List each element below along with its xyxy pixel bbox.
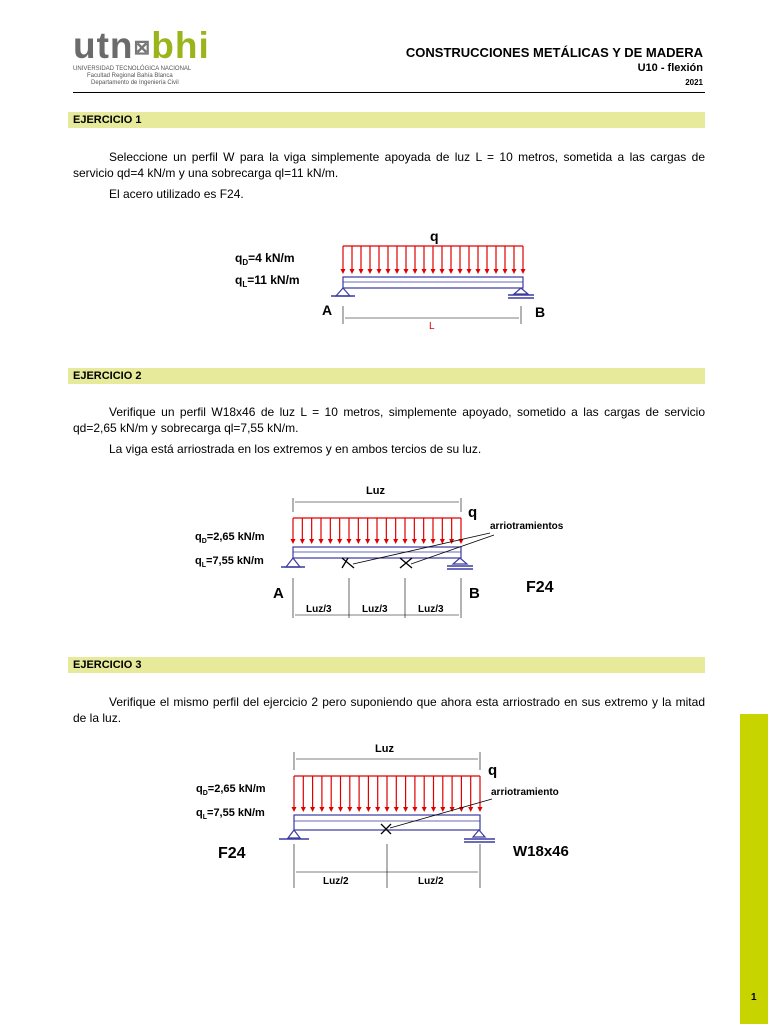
header-divider [73,92,705,93]
load-arrow-head [412,807,417,812]
load-arrow-head [431,807,436,812]
load-arrow-head [494,269,499,274]
brace-point-2 [400,558,412,568]
load-arrow-head [421,539,426,544]
load-arrow-head [403,807,408,812]
load-arrow-head [431,539,436,544]
load-arrow-head [357,807,362,812]
load-arrow-head [384,539,389,544]
load-arrow-head [440,807,445,812]
logo-university: UNIVERSIDAD TECNOLÓGICA NACIONAL [73,66,192,72]
load-arrow-head [292,807,297,812]
load-arrow-head [403,539,408,544]
load-arrow-head [440,269,445,274]
load-arrow-head [347,807,352,812]
load-arrow-head [422,269,427,274]
load-arrows [292,776,483,812]
load-arrow-head [309,539,314,544]
load-arrow-head [458,269,463,274]
load-arrow-head [319,807,324,812]
utn-logo [73,26,233,90]
year: 2021 [685,78,703,87]
beam [343,277,523,288]
live-load-label: $q_L=7,55$ kN/m [196,807,265,821]
load-arrow-head [478,807,483,812]
bracing-label: arriotramiento [491,787,559,798]
span-label: Luz [375,743,394,755]
support-b-label: B [469,585,480,602]
load-arrow-head [375,807,380,812]
exercise-3-statement: Verifique el mismo perfil del ejercicio 2 pero suponiendo que ahora esta arriostrado en sus extremo y la mitad de la luz. [73,695,705,725]
exercise-2-heading: EJERCICIO 2 [68,368,705,384]
load-arrow-head [485,269,490,274]
load-arrow-head [512,269,517,274]
load-arrow-head [413,269,418,274]
load-arrow-head [395,269,400,274]
steel-grade-label: F24 [218,845,246,862]
load-arrow-head [412,539,417,544]
segment-label-1: Luz/3 [306,604,332,615]
exercise-2-statement: Verifique un perfil W18x46 de luz L = 10 metros, simplemente apoyado, sometido a las cargas de servicio qd=2,65 kN/m y sobrecarga ql=7,55 kN/m. [73,405,705,435]
unit-title: U10 - flexión [637,62,703,74]
load-arrow-head [329,807,334,812]
live-load-label: $q_L=7,55$ kN/m [195,555,264,569]
exercise-1-steel: El acero utilizado es F24. [109,187,244,201]
segment-label-1: Luz/2 [323,876,349,887]
load-arrow-head [341,269,346,274]
exercise-1-heading: EJERCICIO 1 [68,112,705,128]
load-arrows [291,518,464,544]
load-arrow-head [393,539,398,544]
exercise-2-figure [190,478,580,623]
pinned-support-left [288,830,300,838]
load-arrow-head [375,539,380,544]
load-arrows [341,246,526,274]
load-arrow-head [310,807,315,812]
load-arrow-head [422,807,427,812]
exercise-3-heading: EJERCICIO 3 [68,657,705,673]
load-arrow-head [366,807,371,812]
beam [293,547,461,558]
load-arrow-head [368,269,373,274]
span-label: Luz [366,485,385,497]
dead-load-label: $q_D=4$ kN/m [235,251,295,267]
side-accent-bar [740,714,768,1024]
course-title: CONSTRUCCIONES METÁLICAS Y DE MADERA [405,45,703,60]
load-arrow-head [467,269,472,274]
logo-department: Departamento de Ingeniería Civil [91,80,179,86]
load-arrow-head [386,269,391,274]
load-label-q: q [468,504,478,521]
pinned-support-a [336,288,350,296]
load-arrow-head [347,539,352,544]
load-arrow-head [338,807,343,812]
load-arrow-head [476,269,481,274]
pinned-support-a [286,558,300,567]
support-b-label: B [535,304,546,320]
page-number: 1 [751,992,757,1003]
segment-label-3: Luz/3 [418,604,444,615]
load-arrow-head [431,269,436,274]
load-arrow-head [521,269,526,274]
brace-point-1 [342,558,354,568]
load-arrow-head [356,539,361,544]
load-arrow-head [404,269,409,274]
exercise-2-bracing: La viga está arriostrada en los extremos y en ambos tercios de su luz. [109,442,482,456]
load-label-q: q [430,228,439,244]
exercise-3-figure [190,738,590,890]
load-arrow-head [337,539,342,544]
segment-label-2: Luz/2 [418,876,444,887]
load-label-q: q [488,762,498,779]
exercise-1-statement: Seleccione un perfil W para la viga simplemente apoyada de luz L = 10 metros, sometida a las cargas de servicio qd=4 kN/m y una sobrecarga ql=11 kN/m. [73,150,705,180]
load-arrow-head [328,539,333,544]
load-arrow-head [468,807,473,812]
span-label: L [429,321,435,332]
roller-support-right [473,830,485,837]
logo-faculty: Facultad Regional Bahía Blanca [87,73,173,79]
load-arrow-head [385,807,390,812]
load-arrow-head [350,269,355,274]
exercise-1-figure [225,222,555,347]
support-a-label: A [322,302,333,318]
load-arrow-head [365,539,370,544]
steel-grade-label: F24 [526,579,554,596]
load-arrow-head [300,539,305,544]
dead-load-label: $q_D=2,65$ kN/m [196,783,266,797]
roller-support-b [514,288,528,294]
segment-label-2: Luz/3 [362,604,388,615]
load-arrow-head [359,269,364,274]
roller-support-b [453,558,467,564]
load-arrow-head [394,807,399,812]
support-a-label: A [273,585,284,602]
load-arrow-head [503,269,508,274]
load-arrow-head [291,539,296,544]
dead-load-label: $q_D=2,65$ kN/m [195,531,265,545]
brace-point-mid [381,824,391,834]
load-arrow-head [377,269,382,274]
bracing-label: arriotramientos [490,521,564,532]
load-arrow-head [319,539,324,544]
load-arrow-head [301,807,306,812]
profile-label: W18x46 [513,843,569,860]
bracing-leader-1 [353,533,490,564]
logo-wordmark: utn⊠bhi [73,25,210,66]
load-arrow-head [449,269,454,274]
live-load-label: $q_L=11$ kN/m [235,273,300,289]
